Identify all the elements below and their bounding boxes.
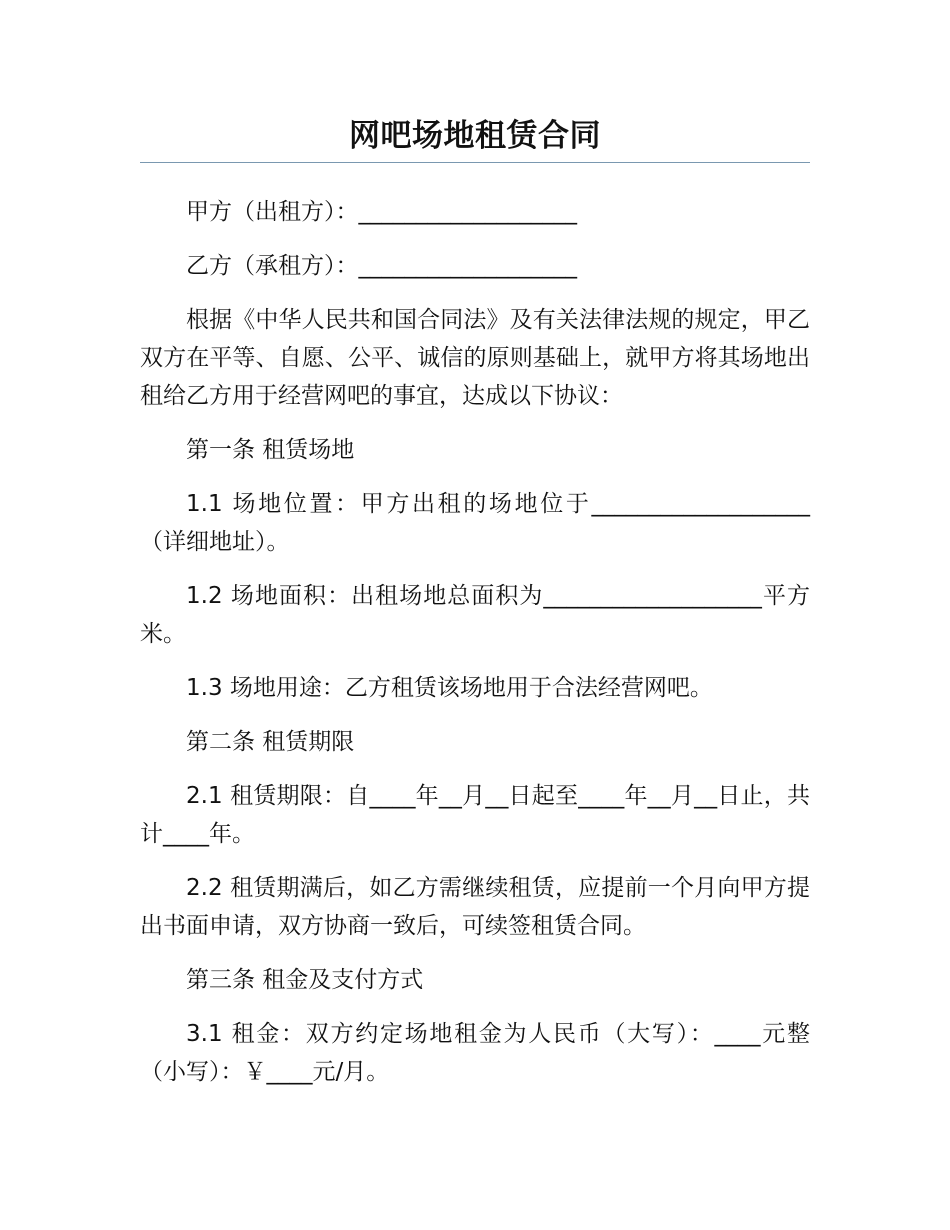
clause-2-1: 2.1 租赁期限：自____年__月__日起至____年__月__日止，共计____年。: [140, 783, 810, 847]
clause-1-2: 1.2 场地面积：出租场地总面积为___________________平方米。: [140, 583, 810, 647]
document-title: 网吧场地租赁合同: [349, 118, 601, 154]
clause-1-3: 1.3 场地用途：乙方租赁该场地用于合法经营网吧。: [186, 675, 713, 701]
clause-3-1: 3.1 租金：双方约定场地租金为人民币（大写）：____元整（小写）：￥____元/月。: [140, 1021, 810, 1085]
document-body: [140, 193, 810, 1107]
preamble-paragraph: 根据《中华人民共和国合同法》及有关法律法规的规定，甲乙双方在平等、自愿、公平、诚信的原则基础上，就甲方将其场地出租给乙方用于经营网吧的事宜，达成以下协议：: [140, 307, 810, 409]
document-page: [140, 0, 810, 1230]
article-3-heading: 第三条 租金及支付方式: [186, 967, 424, 993]
party-a-line: 甲方（出租方）：___________________: [186, 199, 577, 225]
article-1-heading: 第一条 租赁场地: [186, 437, 355, 463]
article-2-heading: 第二条 租赁期限: [186, 729, 355, 755]
title-divider: [140, 162, 810, 163]
clause-1-1: 1.1 场地位置：甲方出租的场地位于___________________（详细地址）。: [140, 491, 810, 555]
clause-2-2: 2.2 租赁期满后，如乙方需继续租赁，应提前一个月向甲方提出书面申请，双方协商一致后，可续签租赁合同。: [140, 875, 810, 939]
party-b-line: 乙方（承租方）：___________________: [186, 253, 577, 279]
